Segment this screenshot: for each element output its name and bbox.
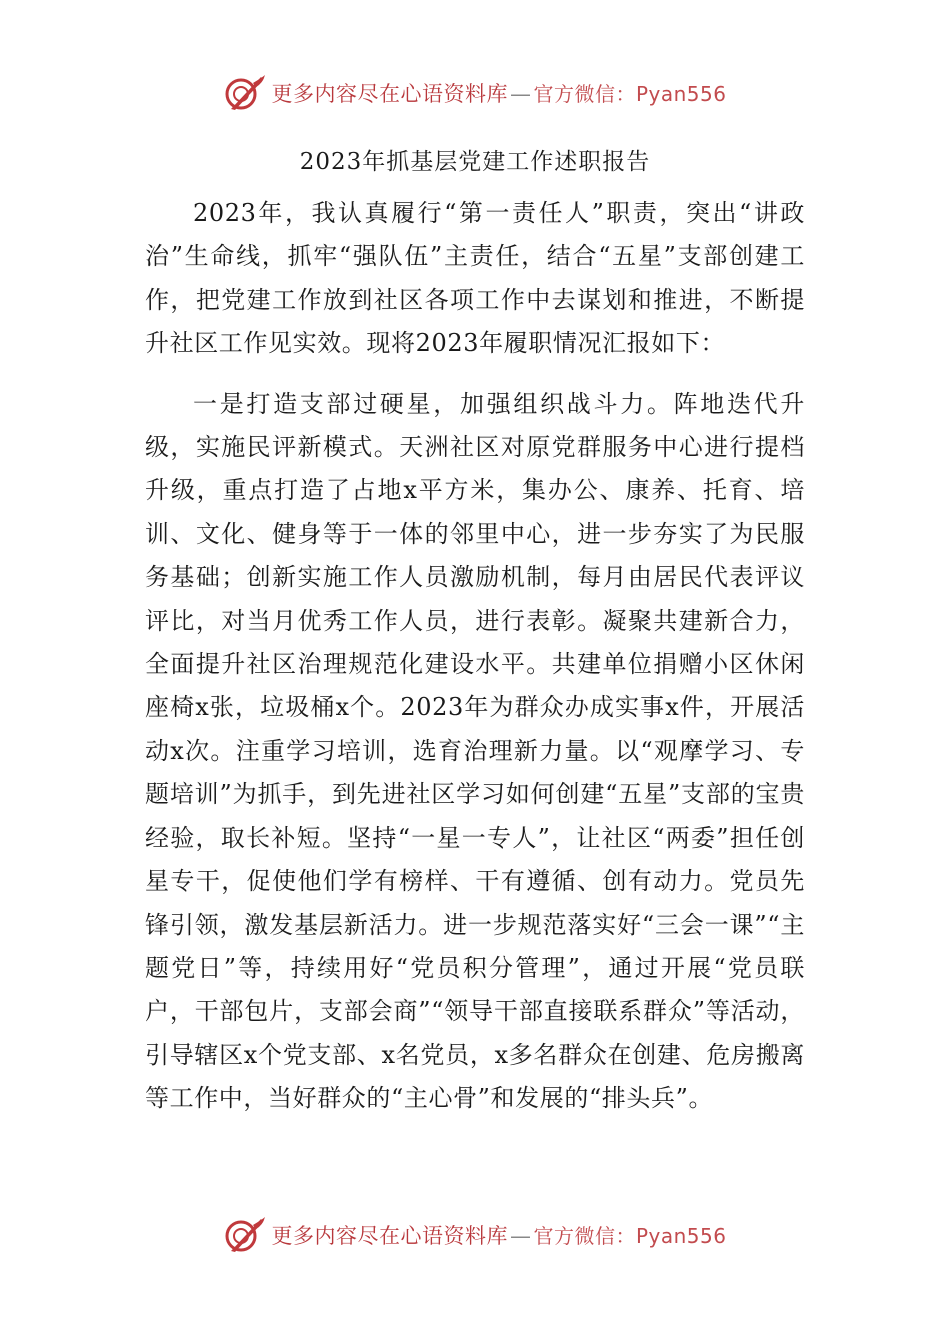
watermark-separator: — <box>509 82 532 106</box>
watermark-separator: — <box>509 1224 532 1248</box>
paragraph-intro: 2023年，我认真履行“第一责任人”职责，突出“讲政治”生命线，抓牢“强队伍”主责任，结合“五星”支部创建工作，把党建工作放到社区各项工作中去谋划和推进，不断提升社区工作见实效。现将2023年履职情况汇报如下： <box>145 199 805 358</box>
watermark-footer <box>0 1210 950 1260</box>
paragraph-section-one: 一是打造支部过硬星，加强组织战斗力。阵地迭代升级，实施民评新模式。天洲社区对原党群服务中心进行提档升级，重点打造了占地x平方米，集办公、康养、托育、培训、文化、健身等于一体的邻里中心，进一步夯实了为民服务基础；创新实施工作人员激励机制，每月由居民代表评议评比，对当月优秀工作人员，进行表彰。凝聚共建新合力，全面提升社区治理规范化建设水平。共建单位捐赠小区休闲座椅x张，垃圾桶x个。2023年为群众办成实事x件，开展活动x次。注重学习培训，选育治理新力量。以“观摩学习、专题培训”为抓手，到先进社区学习如何创建“五星”支部的宝贵经验，取长补短。坚持“一星一专人”，让社区“两委”担任创星专干，促使他们学有榜样、干有遵循、创有动力。党员先锋引领，激发基层新活力。进一步规范落实好“三会一课”“主题党日”等，持续用好“党员积分管理”，通过开展“党员联户，干部包片，支部会商”“领导干部直接联系群众”等活动，引导辖区x个党支部、x名党员，x多名群众在创建、危房搬离等工作中，当好群众的“主心骨”和发展的“排头兵”。 <box>145 389 805 1113</box>
quill-logo-icon <box>223 73 267 113</box>
watermark-text: 更多内容尽在心语资料库 <box>271 82 508 106</box>
watermark-header <box>0 68 950 118</box>
watermark-contact: 官方微信：Pyan556 <box>533 82 727 106</box>
watermark-contact: 官方微信：Pyan556 <box>533 1224 727 1248</box>
document-body <box>145 192 805 1121</box>
quill-logo-icon <box>223 1215 267 1255</box>
document-title: 2023年抓基层党建工作述职报告 <box>299 149 651 175</box>
watermark-text: 更多内容尽在心语资料库 <box>271 1224 508 1248</box>
